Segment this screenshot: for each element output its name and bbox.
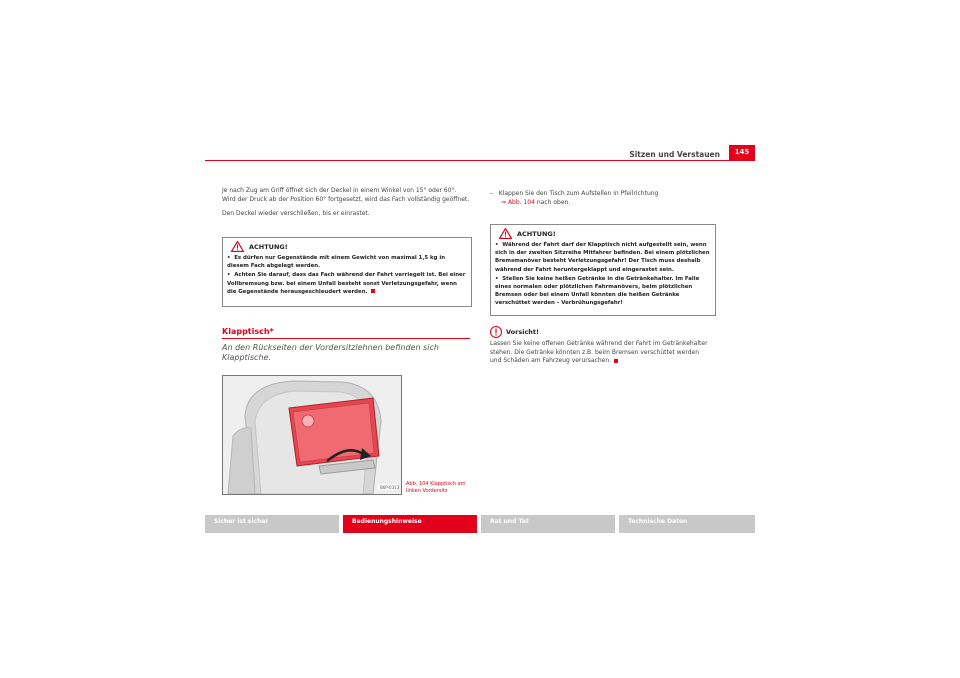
caption-line: Abb. 104 Klapptisch am bbox=[406, 481, 466, 487]
seat-illustration bbox=[223, 376, 401, 494]
warning-header bbox=[223, 238, 471, 254]
warning-item: • Achten Sie darauf, dass das Fach während der Fahrt verriegelt ist. Bei einer Vollbremsung bzw. bei einem Unfall besteht sonst Verletzungsgefahr, wenn die Gegenstände herausgeschleudert werden. bbox=[227, 272, 466, 295]
page-number: 145 bbox=[729, 145, 755, 160]
paragraph: Den Deckel wieder verschließen, bis er einrastet. bbox=[222, 210, 370, 218]
warning-box bbox=[490, 224, 716, 316]
header-divider bbox=[205, 160, 755, 161]
warning-box bbox=[222, 237, 472, 307]
section-title: Klapptisch* bbox=[222, 327, 274, 336]
footer-tab-rat-und-tat[interactable]: Rat und Tat bbox=[481, 515, 615, 533]
warning-body bbox=[223, 254, 471, 300]
paragraph: Je nach Zug am Griff öffnet sich der Deckel in einem Winkel von 15° oder 60°. Wird der Druck ab der Position 60° fortgesetzt, wird das Fach vollständig geöffnet. bbox=[222, 187, 470, 203]
caution-exclamation-icon bbox=[490, 326, 502, 338]
instruction-step bbox=[490, 190, 738, 207]
warning-item: • Stellen Sie keine heißen Getränke in die Getränkehalter. Im Falle eines normalen oder plötzlichen Fahrmanövers, beim plötzlichen Bremsen oder bei einem Unfall könnten die heißen Getränke verschüttet werden – Verbrühungsgefahr! bbox=[495, 275, 700, 307]
figure-link[interactable]: Abb. 104 bbox=[507, 198, 535, 206]
section-subtitle: An den Rückseiten der Vordersitzlehnen befinden sich Klapptische. bbox=[222, 343, 439, 362]
step-line: ⇒ Abb. 104 nach oben. bbox=[501, 198, 571, 206]
step-line: – Klappen Sie den Tisch zum Aufstellen in Pfeilrichtung bbox=[490, 190, 659, 197]
section-divider bbox=[222, 338, 470, 339]
caution-header bbox=[490, 326, 738, 338]
figure-caption bbox=[406, 481, 476, 494]
warning-header bbox=[491, 225, 715, 241]
warning-body bbox=[491, 241, 715, 312]
footer-tab-bedienungshinweise[interactable]: Bedienungshinweise bbox=[343, 515, 477, 533]
end-marker-icon bbox=[371, 289, 375, 293]
warning-triangle-icon bbox=[499, 228, 512, 239]
warning-item: • Während der Fahrt darf der Klapptisch nicht aufgestellt sein, wenn sich in der zweiten Sitzreihe Mitfahrer befinden. Bei einem plötzlichen Bremsmanöver besteht Verletzungsgefahr! Der Tisch muss deshalb während der Fahrt heruntergeklappt und eingerastet sein. bbox=[495, 242, 710, 273]
figure-code: B6P-0313 bbox=[380, 485, 400, 490]
end-marker-icon bbox=[614, 359, 618, 363]
page-title: Sitzen und Verstauen bbox=[629, 150, 720, 159]
footer-tab-sicher-ist-sicher[interactable]: Sicher ist sicher bbox=[205, 515, 339, 533]
warning-title: ACHTUNG! bbox=[517, 229, 556, 238]
warning-title: ACHTUNG! bbox=[249, 242, 288, 251]
figure-folding-table bbox=[222, 375, 402, 495]
warning-triangle-icon bbox=[231, 241, 244, 252]
caution-section bbox=[490, 326, 738, 366]
left-column bbox=[222, 187, 470, 219]
warning-item: • Es dürfen nur Gegenstände mit einem Gewicht von maximal 1,5 kg in diesem Fach abgelegt werden. bbox=[227, 255, 446, 270]
arrow-icon: ⇒ bbox=[501, 198, 507, 206]
caution-text: Lassen Sie keine offenen Getränke während der Fahrt im Getränkehalter stehen. Die Getränke könnten z.B. beim Bremsen verschüttet werden und Schäden am Fahrzeug verursachen. bbox=[490, 340, 708, 365]
caption-line: linken Vordersitz bbox=[406, 487, 448, 494]
footer-tab-technische-daten[interactable]: Technische Daten bbox=[619, 515, 755, 533]
caution-title: Vorsicht! bbox=[506, 328, 539, 336]
